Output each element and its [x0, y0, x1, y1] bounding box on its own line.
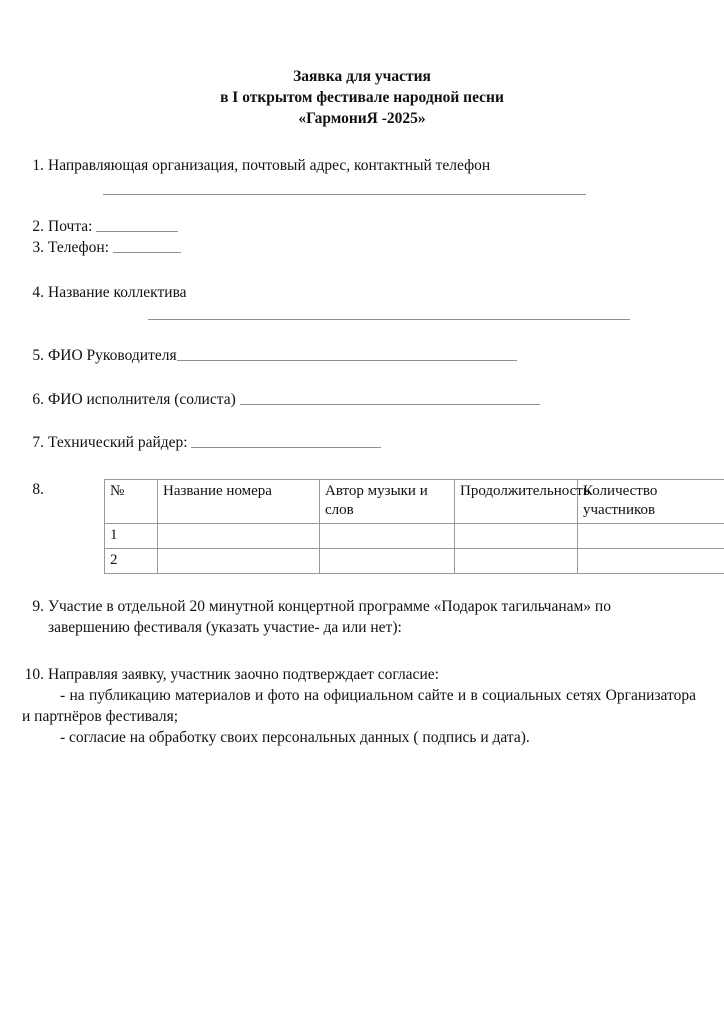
table-header-duration: Продолжительность — [455, 480, 578, 524]
title-line-2: в I открытом фестивале народной песни — [220, 89, 504, 106]
table-cell-duration[interactable] — [455, 524, 578, 549]
item-10-number: 10. — [24, 666, 44, 683]
form-item-8 — [0, 479, 724, 574]
item-7-number: 7. — [32, 434, 44, 451]
table-cell-author[interactable] — [320, 524, 455, 549]
form-item-7 — [0, 432, 724, 453]
item-2-row — [0, 216, 724, 237]
table-cell-name[interactable] — [158, 549, 320, 574]
table-cell-author[interactable] — [320, 549, 455, 574]
item-3-fill-line[interactable] — [113, 239, 181, 253]
title-line-3: «ГармониЯ -2025» — [298, 110, 426, 127]
item-2-fill-line[interactable] — [96, 218, 178, 232]
table-header-no: № — [105, 480, 158, 524]
program-table-wrapper — [104, 479, 724, 574]
item-4-label: Название коллектива — [48, 284, 187, 301]
item-1-label: Направляющая организация, почтовый адрес, контактный телефон — [48, 157, 491, 174]
item-1-fill-line[interactable] — [103, 194, 586, 195]
form-item-9 — [0, 596, 724, 638]
item-5-row — [0, 345, 724, 366]
table-row — [105, 549, 724, 574]
item-7-row — [0, 432, 724, 453]
item-10-label: Направляя заявку, участник заочно подтверждает согласие: — [48, 666, 439, 683]
consent-line-1: - на публикацию материалов и фото на официальном сайте и в социальных сетях Организатора и партнёров фестиваля; — [22, 687, 696, 725]
item-8-number: 8. — [32, 481, 44, 498]
item-4-number: 4. — [32, 284, 44, 301]
item-6-number: 6. — [32, 391, 44, 408]
item-7-label: Технический райдер: — [48, 434, 188, 451]
item-9-label: Участие в отдельной 20 минутной концертной программе «Подарок тагильчанам» по завершению фестиваля (указать участие- да или нет): — [48, 598, 611, 636]
document-title — [0, 0, 724, 129]
form-item-10 — [0, 664, 724, 748]
table-cell-no: 2 — [105, 549, 158, 574]
consent-line-2: - согласие на обработку своих персональных данных ( подпись и дата). — [60, 729, 530, 746]
item-6-row — [0, 389, 724, 410]
item-3-label: Телефон: — [48, 239, 109, 256]
form-item-1 — [0, 155, 724, 195]
table-header-row — [105, 480, 724, 524]
item-6-fill-line[interactable] — [240, 391, 540, 405]
table-cell-no: 1 — [105, 524, 158, 549]
table-cell-name[interactable] — [158, 524, 320, 549]
item-1-row — [0, 155, 724, 176]
title-line-1: Заявка для участия — [293, 68, 431, 85]
item-5-label: ФИО Руководителя — [48, 347, 177, 364]
item-2-label: Почта: — [48, 218, 93, 235]
item-5-number: 5. — [32, 347, 44, 364]
form-item-6 — [0, 389, 724, 410]
item-9-row — [0, 596, 682, 638]
item-6-label: ФИО исполнителя (солиста) — [48, 391, 236, 408]
item-2-number: 2. — [32, 218, 44, 235]
item-10-row — [0, 664, 724, 685]
item-4-row — [0, 282, 724, 303]
table-header-author: Автор музыки и слов — [320, 480, 455, 524]
table-cell-participants[interactable] — [578, 524, 724, 549]
form-item-2 — [0, 216, 724, 258]
item-9-number: 9. — [32, 598, 44, 615]
item-3-number: 3. — [32, 239, 44, 256]
table-header-name: Название номера — [158, 480, 320, 524]
item-4-fill-line[interactable] — [148, 319, 630, 320]
table-header-participants: Количество участников — [578, 480, 724, 524]
item-3-row — [0, 237, 724, 258]
item-7-fill-line[interactable] — [191, 434, 381, 448]
form-item-5 — [0, 345, 724, 366]
table-cell-duration[interactable] — [455, 549, 578, 574]
item-1-number: 1. — [32, 157, 44, 174]
table-row — [105, 524, 724, 549]
table-cell-participants[interactable] — [578, 549, 724, 574]
form-item-4 — [0, 282, 724, 320]
item-5-fill-line[interactable] — [177, 347, 517, 361]
program-table — [104, 479, 724, 574]
